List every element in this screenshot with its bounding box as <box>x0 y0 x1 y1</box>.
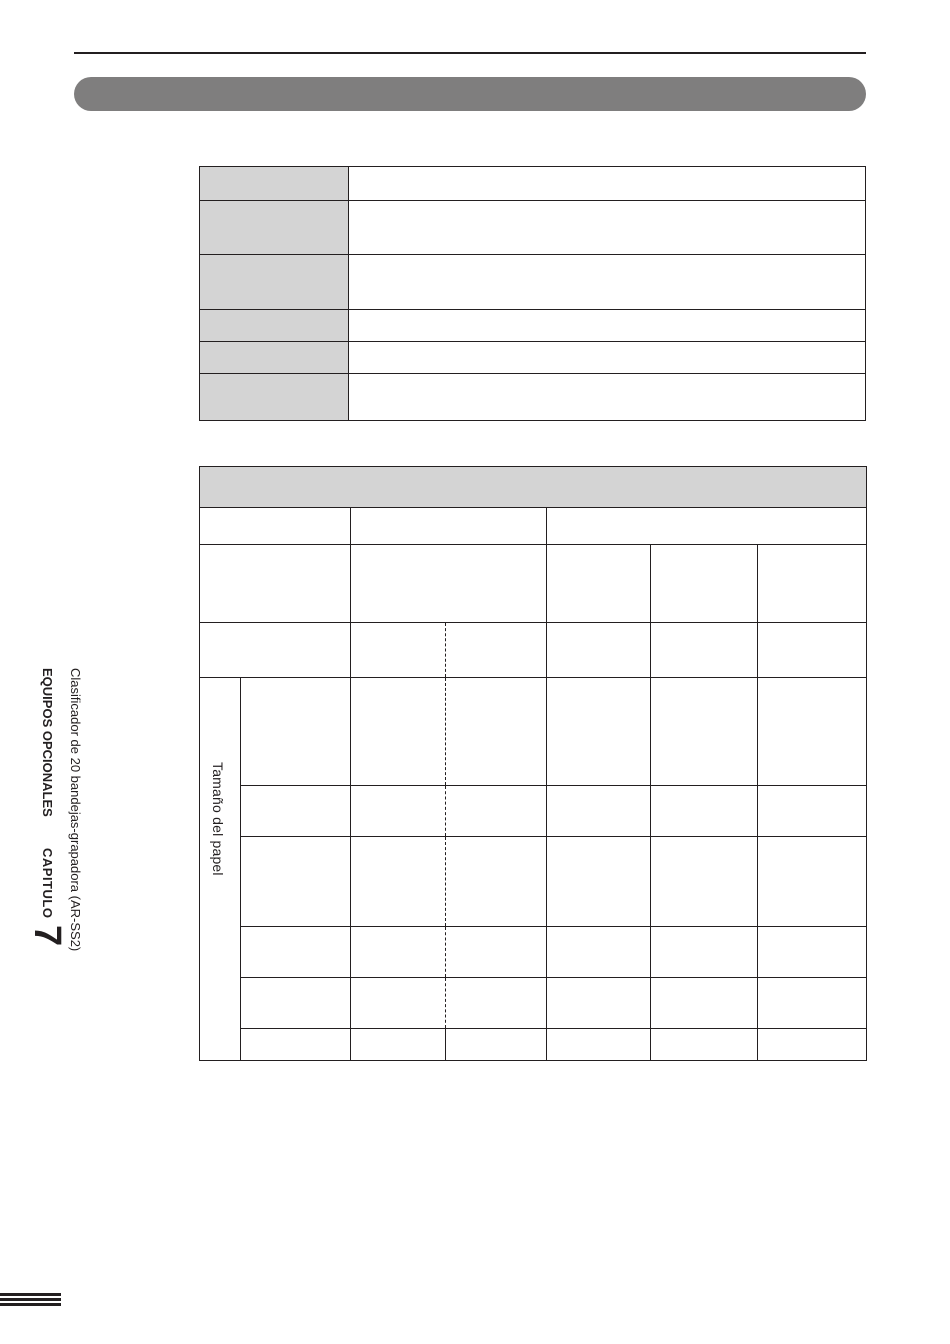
table-row <box>200 678 867 786</box>
table-cell <box>241 978 351 1029</box>
table-row <box>200 837 867 927</box>
side-tab-section-title <box>28 668 66 951</box>
table-cell <box>758 1029 867 1061</box>
table-row <box>200 927 867 978</box>
table-cell <box>446 1029 547 1061</box>
table-cell <box>351 837 446 927</box>
table-cell <box>651 1029 758 1061</box>
table-row <box>200 167 866 201</box>
table-cell <box>758 545 867 623</box>
spec-value-cell <box>349 310 866 342</box>
table-cell <box>547 1029 651 1061</box>
table-cell <box>758 978 867 1029</box>
table-row <box>200 1029 867 1061</box>
table-cell <box>351 545 547 623</box>
table-cell <box>651 927 758 978</box>
table-cell <box>446 678 547 786</box>
spec-value-cell <box>349 201 866 255</box>
table-cell <box>241 1029 351 1061</box>
table-cell <box>200 623 351 678</box>
table-cell <box>547 678 651 786</box>
specifications-table <box>199 166 866 421</box>
table-row <box>200 978 867 1029</box>
side-tab-section-label: EQUIPOS OPCIONALES <box>40 668 55 817</box>
table-cell <box>547 927 651 978</box>
spec-value-cell <box>349 374 866 421</box>
table-row <box>200 310 866 342</box>
table-cell <box>651 623 758 678</box>
table-cell <box>446 623 547 678</box>
capacity-table <box>199 466 867 1061</box>
spec-label-cell <box>200 374 349 421</box>
table-header-row <box>200 467 867 508</box>
table-cell <box>241 927 351 978</box>
paper-size-cell <box>200 678 241 1061</box>
table-cell <box>547 786 651 837</box>
table-cell <box>351 786 446 837</box>
spec-value-cell <box>349 167 866 201</box>
table-cell <box>547 837 651 927</box>
spec-label-cell <box>200 342 349 374</box>
page-edge-mark-line <box>0 1303 61 1306</box>
page-edge-mark-line <box>0 1293 61 1296</box>
side-tab-caption: Clasificador de 20 bandejas-grapadora (AR-SS2) <box>68 668 83 952</box>
table-cell <box>351 978 446 1029</box>
table-cell <box>651 678 758 786</box>
section-title-bar <box>74 77 866 111</box>
table-row <box>200 374 866 421</box>
side-tab-chapter-label: CAPITULO <box>40 848 55 919</box>
spec-label-cell <box>200 255 349 310</box>
table-row <box>200 342 866 374</box>
table-cell <box>651 978 758 1029</box>
page-edge-mark <box>0 1293 61 1307</box>
table-row <box>200 623 867 678</box>
table-header-cell <box>200 467 867 508</box>
table-row <box>200 201 866 255</box>
table-cell <box>351 508 547 545</box>
table-cell <box>758 678 867 786</box>
table-row <box>200 545 867 623</box>
table-cell <box>651 837 758 927</box>
table-row <box>200 255 866 310</box>
spec-value-cell <box>349 255 866 310</box>
table-cell <box>351 678 446 786</box>
table-cell <box>758 623 867 678</box>
spec-label-cell <box>200 201 349 255</box>
table-row <box>200 786 867 837</box>
spec-value-cell <box>349 342 866 374</box>
table-cell <box>758 927 867 978</box>
table-cell <box>651 545 758 623</box>
chapter-side-tab <box>28 668 84 951</box>
top-rule <box>74 52 866 54</box>
table-cell <box>547 508 867 545</box>
table-cell <box>241 837 351 927</box>
paper-size-label: Tamaño del papel <box>210 762 226 876</box>
table-cell <box>200 508 351 545</box>
table-cell <box>446 786 547 837</box>
table-cell <box>351 623 446 678</box>
table-cell <box>200 545 351 623</box>
table-row <box>200 508 867 545</box>
spec-label-cell <box>200 310 349 342</box>
table-cell <box>547 545 651 623</box>
table-cell <box>446 927 547 978</box>
table-cell <box>241 786 351 837</box>
table-cell <box>547 623 651 678</box>
table-cell <box>547 978 651 1029</box>
spec-label-cell <box>200 167 349 201</box>
page-edge-mark-line <box>0 1298 61 1301</box>
chapter-number: 7 <box>26 924 68 946</box>
table-cell <box>651 786 758 837</box>
table-cell <box>351 927 446 978</box>
table-cell <box>758 786 867 837</box>
table-cell <box>241 678 351 786</box>
table-cell <box>351 1029 446 1061</box>
table-cell <box>758 837 867 927</box>
table-cell <box>446 978 547 1029</box>
table-cell <box>446 837 547 927</box>
